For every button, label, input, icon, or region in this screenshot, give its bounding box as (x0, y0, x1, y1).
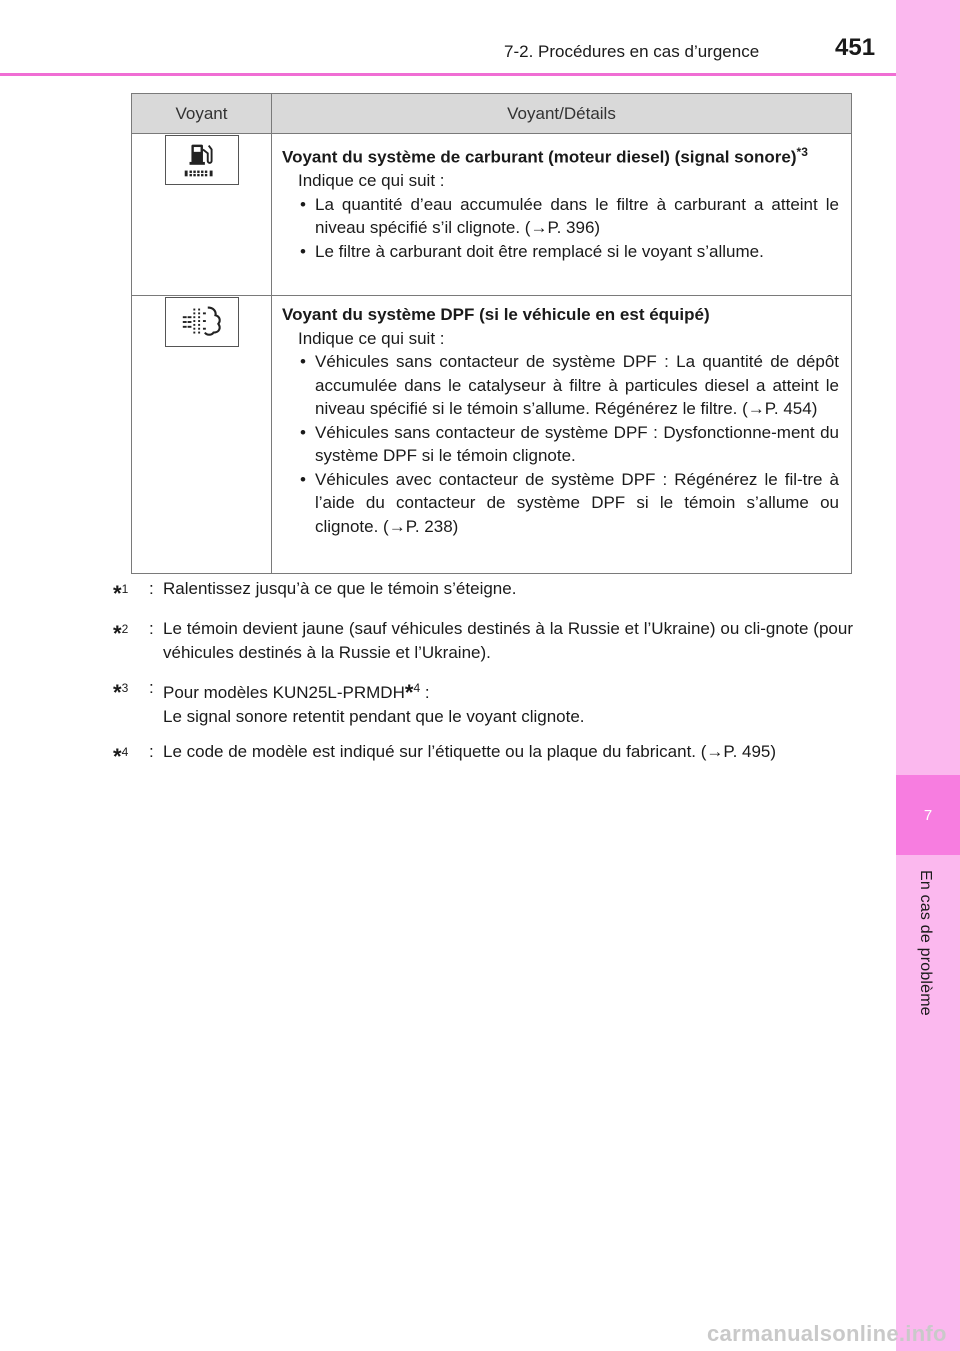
bullet-list (282, 350, 839, 538)
chapter-number-tab[interactable] (896, 775, 960, 855)
icon-cell (132, 134, 272, 296)
footnotes (113, 577, 853, 780)
footnote-text: Ralentissez jusqu’à ce que le témoin s’éteigne. (163, 579, 517, 598)
header-rule (0, 73, 896, 76)
list-item: • Véhicules sans contacteur de système DPF : La quantité de dépôt accumulée dans le catalyseur à filtre à particules diesel a atteint le niveau spécifié si le témoin s’allume. Régénérez le filtre. (→P. 454) (315, 350, 839, 421)
chapter-side-tab (896, 0, 960, 1351)
chapter-title: En cas de problème (917, 870, 934, 1016)
section-title: 7-2. Procédures en cas d’urgence (504, 42, 760, 61)
row-title-text: Voyant du système de carburant (moteur diesel) (signal sonore) (282, 147, 797, 167)
icon-cell (132, 296, 272, 574)
list-item: • Véhicules avec contacteur de système DPF : Régénérez le fil-tre à l’aide du contacteur de système DPF si le témoin s’allume ou clignote. (→P. 238) (315, 468, 839, 539)
fuel-system-warning-icon (165, 135, 239, 185)
table-row (132, 296, 852, 574)
row-title (282, 141, 839, 169)
row-intro: Indique ce qui suit : (298, 171, 445, 191)
list-item: • Le filtre à carburant doit être remplacé si le voyant s’allume. (315, 240, 839, 264)
watermark: carmanualsonline.info (707, 1321, 947, 1346)
list-item: • La quantité d’eau accumulée dans le filtre à carburant a atteint le niveau spécifié s’il clignote. (→P. 396) (315, 193, 839, 240)
page-number: 451 (835, 34, 876, 61)
footnote-ref[interactable]: *3 (796, 145, 808, 159)
chapter-number: 7 (923, 806, 933, 824)
warning-lights-table (131, 93, 852, 574)
footnote: *$^1$ : Ralentissez jusqu’à ce que le témoin s’éteigne. (113, 577, 853, 606)
column-header-details: Voyant/Détails (272, 94, 852, 134)
table-header-row (132, 94, 852, 134)
footnote-text: Le code de modèle est indiqué sur l’étiquette ou la plaque du fabricant. (→P. 495) (163, 742, 777, 761)
footnote: *$^3$ : Pour modèles KUN25L-PRMDH*$^4$ : Le signal sonore retentit pendant que le voyant clignote. (113, 676, 853, 729)
footnote-text: Le témoin devient jaune (sauf véhicules destinés à la Russie et l’Ukraine) ou cli-gnote (pour véhicules destinés à la Russie et l’Ukraine). (163, 619, 853, 662)
list-item: • Véhicules sans contacteur de système DPF : Dysfonctionne-ment du système DPF si le témoin clignote. (315, 421, 839, 468)
bullet-list (282, 193, 839, 264)
row-intro: Indique ce qui suit : (298, 328, 445, 348)
detail-cell (272, 134, 852, 296)
footnote-marker: *$^2$ (113, 621, 129, 646)
footnote: *$^4$ : Le code de modèle est indiqué sur l’étiquette ou la plaque du fabricant. (→P. 495) (113, 740, 853, 769)
footnote-marker: *$^1$ (113, 581, 129, 606)
footnote: *$^2$ : Le témoin devient jaune (sauf véhicules destinés à la Russie et l’Ukraine) ou cli-gnote (pour véhicules destinés à la Russie et l’Ukraine). (113, 617, 853, 665)
detail-cell (272, 296, 852, 574)
footnote-marker: *$^4$ (113, 744, 129, 769)
column-header-voyant: Voyant (132, 94, 272, 134)
dpf-system-warning-icon (165, 297, 239, 347)
table-row (132, 134, 852, 296)
footnote-text: Pour modèles KUN25L-PRMDH*$^4$ : Le signal sonore retentit pendant que le voyant clignote. (163, 680, 585, 726)
footnote-marker: *$^3$ (113, 680, 129, 705)
footnote-ref[interactable]: *$^4$ (404, 680, 421, 705)
row-title: Voyant du système DPF (si le véhicule en est équipé) (282, 305, 710, 324)
